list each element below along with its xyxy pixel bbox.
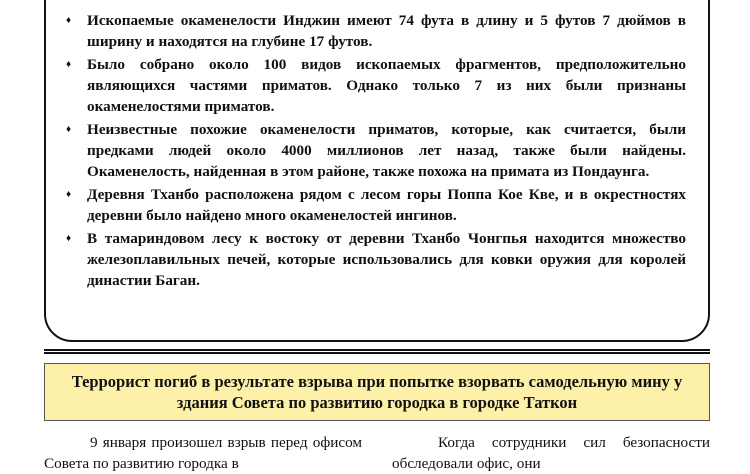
fact-item [64,10,686,52]
article-body [44,432,710,474]
article-headline: Террорист погиб в результате взрыва при попытке взорвать самодельную мину у здания Совета по развитию городка в городке Таткон [71,372,683,412]
fact-text: В тамариндовом лесу к востоку от деревни Тханбо Чонгпья находится множество железоплавильных печей, которые использовались для ковки оружия для королей династии Баган. [87,230,686,289]
diamond-bullet-icon: ♦ [66,189,72,200]
diamond-bullet-icon: ♦ [66,124,72,135]
fact-item [64,184,686,226]
facts-list [64,10,686,293]
article-column-left: 9 января произошел взрыв перед офисом Совета по развитию городка в [44,434,362,472]
fact-item [64,119,686,182]
fact-text: Неизвестные похожие окаменелости приматов, которые, как считается, были предками людей около 4000 миллионов лет назад, также были найдены. Окаменелость, найденная в этом районе, также похожа на примата из Пондаунга. [87,121,686,180]
fact-text: Было собрано около 100 видов ископаемых фрагментов, предположительно являющихся частями приматов. Однако только 7 из них были признаны окаменелостями приматов. [87,56,686,115]
fact-text: Ископаемые окаменелости Инджин имеют 74 фута в длину и 5 футов 7 дюймов в ширину и находятся на глубине 17 футов. [87,12,686,50]
fact-text: Деревня Тханбо расположена рядом с лесом горы Поппа Кое Кве, и в окрестностях деревни было найдено много окаменелостей ингинов. [87,186,686,224]
fact-item [64,54,686,117]
fact-item [64,228,686,291]
article-column-right: Когда сотрудники сил безопасности обследовали офис, они [392,434,710,472]
diamond-bullet-icon: ♦ [66,15,72,26]
diamond-bullet-icon: ♦ [66,59,72,70]
article-headline-box [44,363,710,421]
diamond-bullet-icon: ♦ [66,233,72,244]
section-divider [44,349,710,354]
